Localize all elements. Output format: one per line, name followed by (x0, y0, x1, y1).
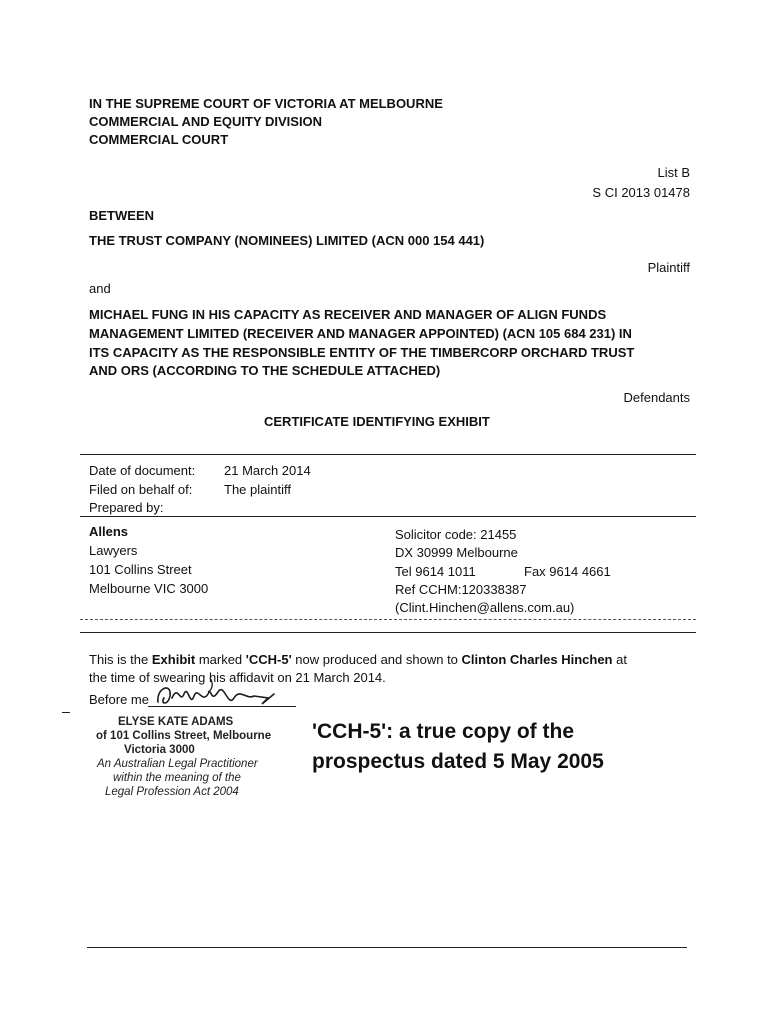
defendant-line: MANAGEMENT LIMITED (RECEIVER AND MANAGER APPOINTED) (ACN 105 684 231) IN (89, 326, 632, 341)
witness-name: ELYSE KATE ADAMS (118, 716, 234, 728)
court-list-name: COMMERCIAL COURT (89, 132, 229, 147)
exhibit-statement-line2: the time of swearing his affidavit on 21 March 2014. (89, 670, 386, 685)
email: (Clint.Hinchen@allens.com.au) (395, 600, 575, 615)
plaintiff-name: THE TRUST COMPANY (NOMINEES) LIMITED (ACN 000 154 441) (89, 233, 485, 248)
firm-line: Lawyers (89, 543, 138, 558)
witness-role: within the meaning of the (113, 772, 241, 784)
date-value: 21 March 2014 (224, 463, 311, 478)
defendant-line: ITS CAPACITY AS THE RESPONSIBLE ENTITY OF THE TIMBERCORP ORCHARD TRUST (89, 345, 635, 360)
court-name: IN THE SUPREME COURT OF VICTORIA AT MELBOURNE (89, 96, 443, 111)
witness-role: An Australian Legal Practitioner (97, 758, 258, 770)
telephone: Tel 9614 1011 (395, 564, 476, 579)
before-me-label: Before me (89, 692, 149, 707)
date-label: Date of document: (89, 463, 196, 478)
document-title: CERTIFICATE IDENTIFYING EXHIBIT (264, 414, 490, 429)
court-division: COMMERCIAL AND EQUITY DIVISION (89, 114, 323, 129)
between-label: BETWEEN (89, 208, 154, 223)
divider (80, 454, 696, 455)
witness-role: Legal Profession Act 2004 (105, 786, 239, 798)
defendant-line: AND ORS (ACCORDING TO THE SCHEDULE ATTACHED) (89, 363, 441, 378)
footer-line (87, 947, 687, 948)
firm-city: Melbourne VIC 3000 (89, 581, 209, 596)
signature-image (150, 674, 300, 714)
filed-label: Filed on behalf of: (89, 482, 193, 497)
solicitor-code: Solicitor code: 21455 (395, 527, 517, 542)
divider (80, 619, 696, 620)
and-label: and (89, 281, 111, 296)
divider (80, 632, 696, 633)
case-number: S CI 2013 01478 (592, 185, 690, 200)
filed-value: The plaintiff (224, 482, 291, 497)
signature-line (148, 706, 296, 707)
defendant-role: Defendants (623, 390, 690, 405)
witness-address: of 101 Collins Street, Melbourne (96, 730, 272, 742)
plaintiff-role: Plaintiff (647, 260, 690, 275)
margin-mark (62, 712, 70, 713)
witness-city: Victoria 3000 (124, 744, 195, 756)
prepared-label: Prepared by: (89, 500, 164, 515)
exhibit-heading-line2: prospectus dated 5 May 2005 (312, 750, 604, 773)
dx-number: DX 30999 Melbourne (395, 545, 518, 560)
firm-address: 101 Collins Street (89, 562, 192, 577)
list-label: List B (657, 165, 690, 180)
reference: Ref CCHM:120338387 (395, 582, 527, 597)
firm-name: Allens (89, 524, 129, 539)
fax: Fax 9614 4661 (524, 564, 611, 579)
exhibit-statement: This is the Exhibit marked 'CCH-5' now produced and shown to Clinton Charles Hinchen at (89, 652, 627, 667)
exhibit-heading: 'CCH-5': a true copy of the (312, 720, 575, 743)
divider (80, 516, 696, 517)
defendant-line: MICHAEL FUNG IN HIS CAPACITY AS RECEIVER AND MANAGER OF ALIGN FUNDS (89, 307, 607, 322)
